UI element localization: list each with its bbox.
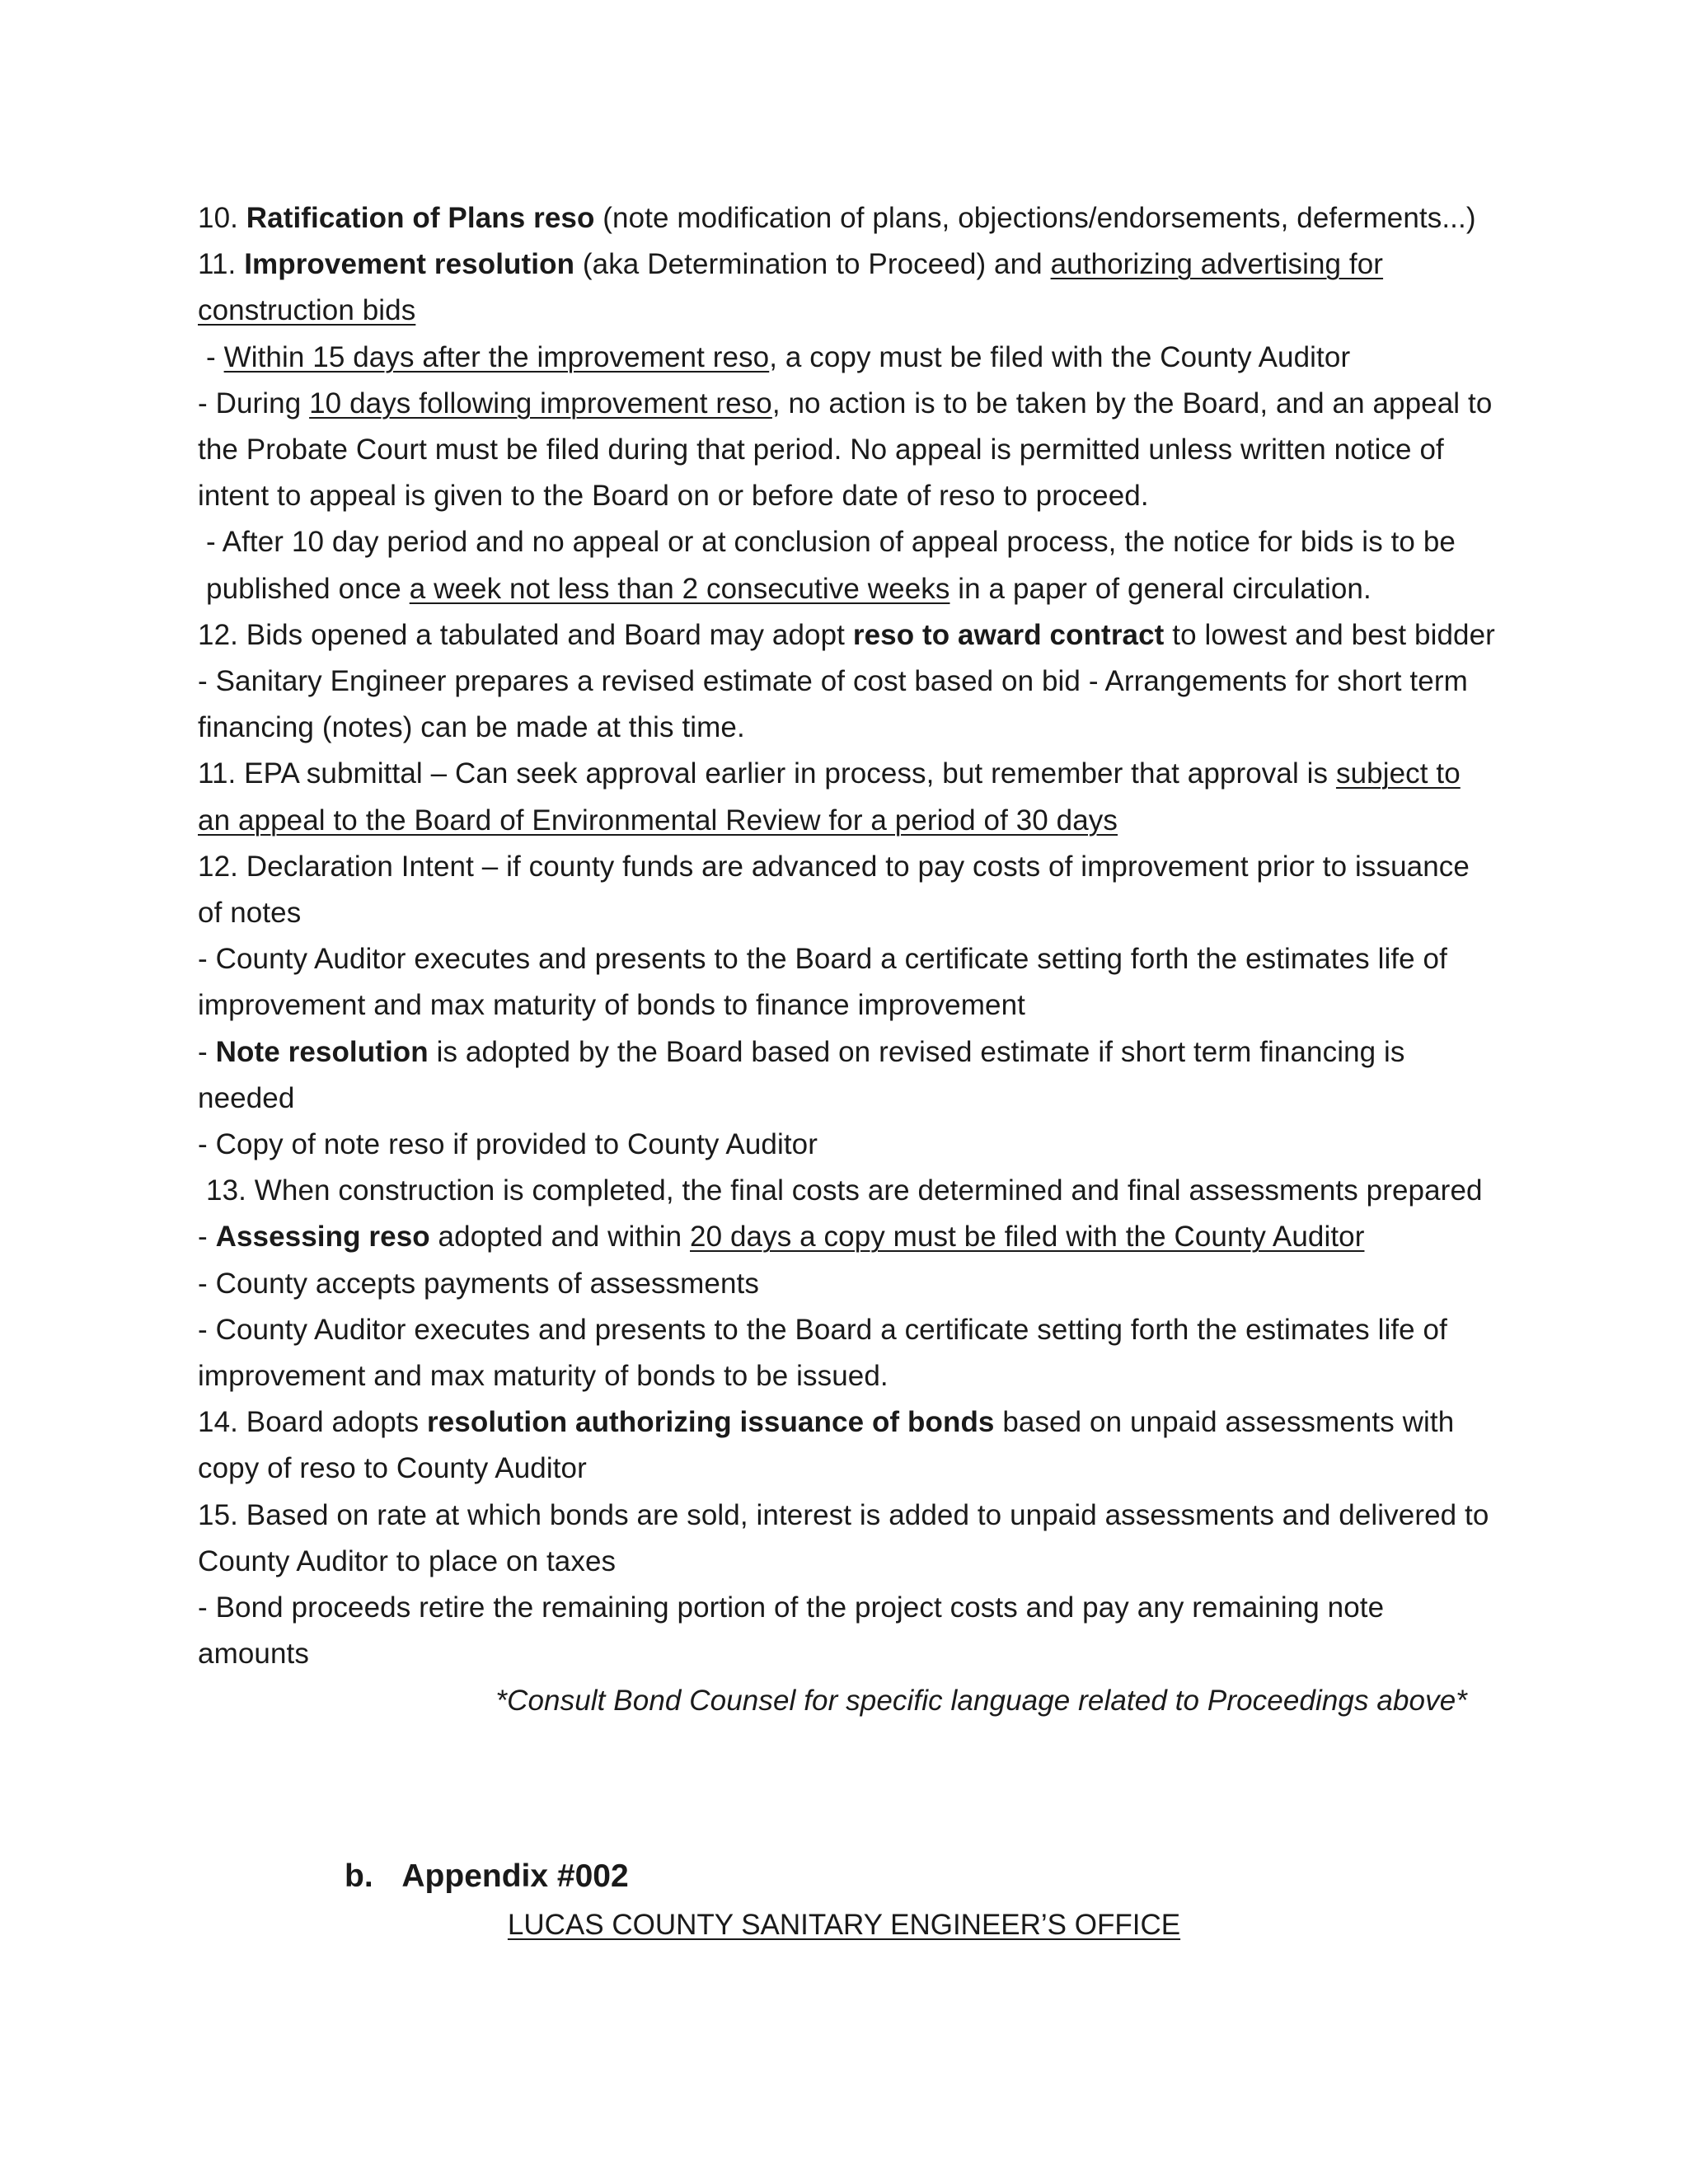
step-14-bond-resolution: 14. Board adopts resolution authorizing issuance of bonds based on unpaid assessments with copy of reso to County Auditor xyxy=(198,1406,1455,1485)
step-11-epa-submittal: 11. EPA submittal – Can seek approval earlier in process, but remember that approval is subject to an appeal to the Board of Environmental Review for a period of 30 days xyxy=(198,757,1461,837)
appendix-number: b. xyxy=(345,1858,373,1894)
appeal-period-item: - During 10 days following improvement reso, no action is to be taken by the Board, and an appeal to the Probate Court must be filed during that period. No appeal is permitted unless written notice of intent to appeal is given to the Board on or before date of reso to proceed. xyxy=(198,387,1493,513)
twenty-day-deadline: 20 days a copy must be filed with the County Auditor xyxy=(690,1221,1365,1254)
auditor-bond-certificate-item: - County Auditor executes and presents to the Board a certificate setting forth the estimates life of improvement and max maturity of bonds to be issued. xyxy=(198,1313,1447,1393)
filing-deadline-item: - Within 15 days after the improvement reso, a copy must be filed with the County Auditor xyxy=(206,340,1351,373)
ten-day-period: 10 days following improvement reso xyxy=(309,387,772,419)
auditor-certificate-item: - County Auditor executes and presents to the Board a certificate setting forth the estimates life of improvement and max maturity of bonds to finance improvement xyxy=(198,943,1447,1022)
step-10-ratification: 10. Ratification of Plans reso (note modification of plans, objections/endorsements, deferments...) xyxy=(198,202,1476,234)
bond-counsel-note: *Consult Bond Counsel for specific language related to Proceedings above* xyxy=(495,1684,1467,1717)
improvement-resolution-term: Improvement resolution xyxy=(244,248,575,281)
appeal-review-period: subject to an appeal to the Board of Environmental Review for a period of 30 days xyxy=(198,757,1461,837)
office-title: LUCAS COUNTY SANITARY ENGINEER’S OFFICE xyxy=(507,1909,1181,1941)
award-contract-term: reso to award contract xyxy=(852,618,1165,651)
advertising-bids-note: authorizing advertising for construction bids xyxy=(198,248,1384,327)
step-12-award-contract: 12. Bids opened a tabulated and Board may adopt reso to award contract to lowest and best bidder - Sanitary Engineer prepares a revised estimate of cost based on bid - Arrangements for short term financing (notes) can be made at this time. xyxy=(198,618,1495,744)
bond-resolution-term: resolution authorizing issuance of bonds xyxy=(427,1406,995,1439)
note-copy-item: - Copy of note reso if provided to County Auditor xyxy=(198,1128,818,1161)
ratification-term: Ratification of Plans reso xyxy=(246,202,595,234)
note-resolution-term: Note resolution xyxy=(215,1035,429,1068)
appendix-title: Appendix #002 xyxy=(401,1858,629,1894)
bid-notice-item: - After 10 day period and no appeal or at conclusion of appeal process, the notice for bids is to be published once a week not less than 2 consecutive weeks in a paper of general circulation. xyxy=(206,526,1456,605)
step-15-interest-added: 15. Based on rate at which bonds are sold, interest is added to unpaid assessments and delivered to County Auditor to place on taxes xyxy=(198,1498,1489,1577)
assessing-reso-term: Assessing reso xyxy=(215,1221,430,1254)
assessing-reso-item: - Assessing reso adopted and within 20 days a copy must be filed with the County Auditor xyxy=(198,1221,1365,1254)
publication-frequency: a week not less than 2 consecutive weeks xyxy=(409,572,950,605)
step-12-declaration-intent: 12. Declaration Intent – if county funds are advanced to pay costs of improvement prior to issuance of notes xyxy=(198,850,1470,930)
step-13-construction-complete: 13. When construction is completed, the final costs are determined and final assessments prepared xyxy=(206,1174,1483,1207)
step-11-improvement-resolution: 11. Improvement resolution (aka Determination to Proceed) and authorizing advertising for construction bids xyxy=(198,248,1384,327)
bond-proceeds-item: - Bond proceeds retire the remaining portion of the project costs and pay any remaining note amounts xyxy=(198,1591,1385,1671)
fifteen-day-deadline: Within 15 days after the improvement reso xyxy=(223,340,770,373)
proceedings-body xyxy=(198,195,1500,1724)
appendix-heading xyxy=(345,1852,629,1901)
note-resolution-item: - Note resolution is adopted by the Board based on revised estimate if short term financing is needed xyxy=(198,1035,1405,1114)
assessment-payments-item: - County accepts payments of assessments xyxy=(198,1267,759,1300)
